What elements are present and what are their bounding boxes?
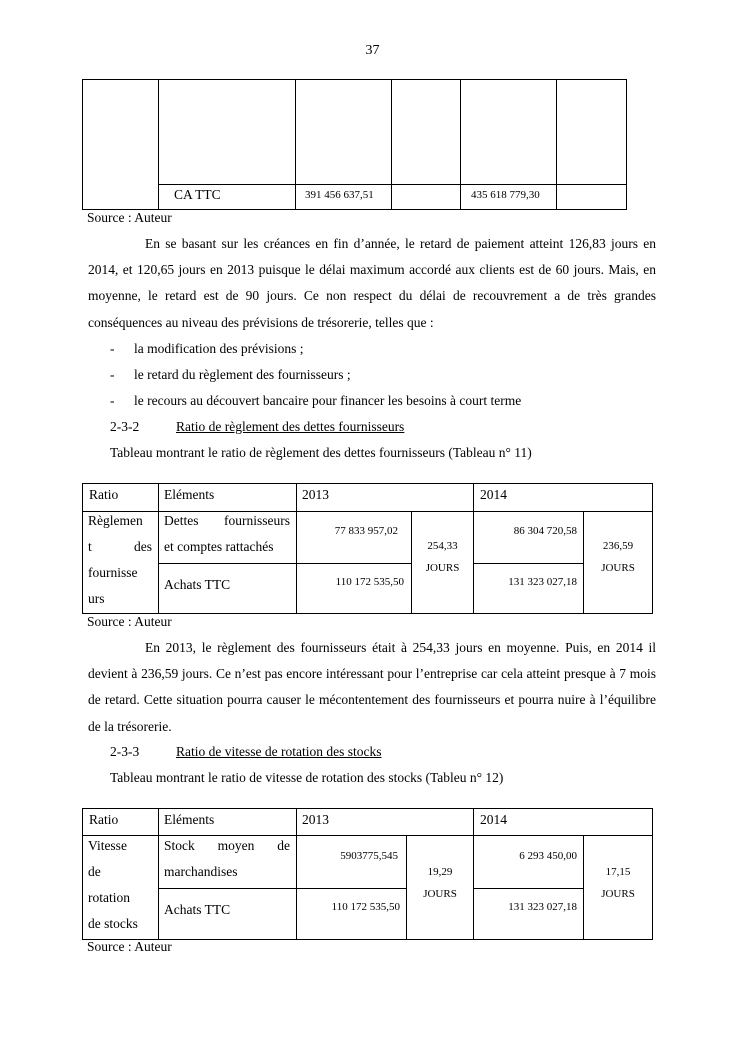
paragraph-text: En 2013, le règlement des fournisseurs était à 254,33 jours en moyenne. Puis, en 2014 il devient à 236,59 jours. Ce n’est pas encore intéressant pour l’entreprise car cela atteint presque à 7 mois de retard. Cette situation pourra causer le mécontentement des fournisseurs et pourra nuire à l’équilibre de la trésorerie. [88,640,656,734]
section-title: Ratio de vitesse de rotation des stocks [176,744,382,759]
element-achats: Achats TTC [164,902,231,917]
bullet-marker: - [110,367,115,382]
table-12 [82,808,653,940]
ratio-2013: 254,33 JOURS [425,540,460,574]
bullet-text: le recours au découvert bancaire pour financer les besoins à court terme [134,393,522,408]
value-2013-b: 110 172 535,50 [331,901,400,913]
paragraph-reglement [88,635,656,740]
bullet-text: la modification des prévisions ; [134,341,304,356]
page-number: 37 [365,43,380,58]
bullet-marker: - [110,341,115,356]
paragraph-creances [88,231,656,336]
value-2014-a: 6 293 450,00 [519,850,577,862]
header-ratio: Ratio [89,812,119,827]
value-2013-b: 110 172 535,50 [335,576,404,588]
value-2013-a: 5903775,545 [340,850,398,862]
header-2014: 2014 [480,812,507,827]
ca-ttc-2014-value: 435 618 779,30 [471,189,540,201]
ca-ttc-label: CA TTC [174,187,221,202]
ratio-name: Vitesse de rotation de stocks [88,838,138,931]
header-2014: 2014 [480,487,507,502]
header-elements: Eléments [164,487,215,502]
bullet-marker: - [110,393,115,408]
table-caption: Tableau montrant le ratio de règlement des dettes fournisseurs (Tableau n° 11) [110,445,532,460]
header-2013: 2013 [302,487,329,502]
header-2013: 2013 [302,812,329,827]
table-11 [82,483,653,614]
source-note: Source : Auteur [87,614,172,629]
bullet-text: le retard du règlement des fournisseurs ; [134,367,351,382]
ratio-name: Règlemen t des fournisse urs [88,513,152,606]
section-number: 2-3-2 [110,419,140,434]
source-note: Source : Auteur [87,210,172,225]
header-elements: Eléments [164,812,215,827]
source-note: Source : Auteur [87,939,172,954]
value-2014-b: 131 323 027,18 [508,901,577,913]
element-dettes: Dettes fournisseurs et comptes rattachés [164,513,290,554]
section-title: Ratio de règlement des dettes fournisseurs [176,419,405,434]
value-2013-a: 77 833 957,02 [334,525,398,537]
section-number: 2-3-3 [110,744,140,759]
table-caption: Tableau montrant le ratio de vitesse de rotation des stocks (Tableu n° 12) [110,770,504,785]
element-stock: Stock moyen de marchandises [164,838,290,879]
paragraph-text: En se basant sur les créances en fin d’année, le retard de paiement atteint 126,83 jours en 2014, et 120,65 jours en 2013 puisque le délai maximum accordé aux clients est de 60 jours. Mais, en moyenne, le retard est de 90 jours. Ce non respect du délai de recouvrement a de très grandes conséquences au niveau des prévisions de trésorerie, telles que : [88,236,656,330]
value-2014-a: 86 304 720,58 [513,525,577,537]
ca-ttc-2013-value: 391 456 637,51 [305,189,374,201]
ratio-2014: 17,15 JOURS [601,866,635,900]
header-ratio: Ratio [89,487,119,502]
element-achats: Achats TTC [164,577,231,592]
value-2014-b: 131 323 027,18 [508,576,577,588]
ratio-2013: 19,29 JOURS [423,866,457,900]
ratio-2014: 236,59 JOURS [601,540,635,574]
ca-ttc-table [82,79,627,210]
